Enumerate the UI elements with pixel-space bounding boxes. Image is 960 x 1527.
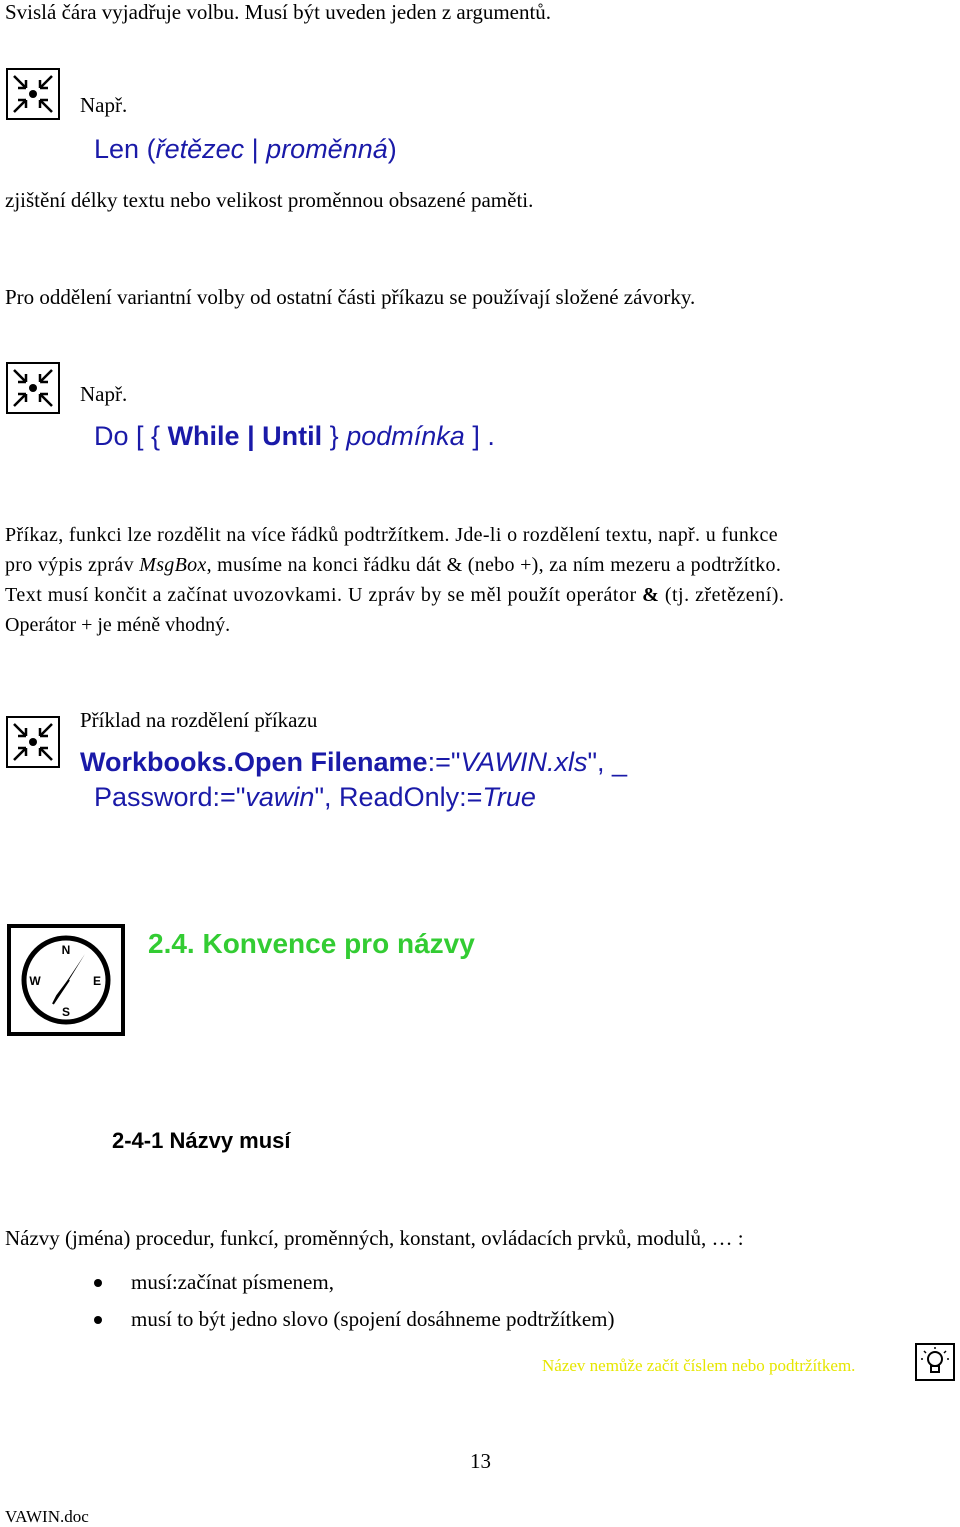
code-workbooks-open: Workbooks.Open Filename:="VAWIN.xls", _ <box>80 747 628 777</box>
bullet-dot <box>94 1316 102 1324</box>
shrink-arrows-icon <box>6 716 60 768</box>
paragraph-line: Operátor + je méně vhodný. <box>5 614 231 636</box>
example-label: Např. <box>80 382 128 406</box>
text-nazvy-intro: Názvy (jména) procedur, funkcí, proměnných, konstant, ovládacích prvků, modulů, … : <box>5 1226 744 1250</box>
code-do-loop: Do [ { While | Until } podmínka ] . <box>94 421 495 451</box>
paragraph-line: Text musí končit a začínat uvozovkami. U zpráv by se měl použít operátor & (tj. zřetězení). <box>5 584 785 606</box>
section-heading: 2.4. Konvence pro názvy <box>148 928 475 959</box>
compass-letter: E <box>92 974 102 988</box>
footer-filename: VAWIN.doc <box>5 1507 89 1526</box>
lightbulb-icon <box>915 1343 955 1381</box>
paragraph-line: Příkaz, funkci lze rozdělit na více řádků podtržítkem. Jde-li o rozdělení textu, např. u funkce <box>5 524 778 546</box>
list-item: musí to být jedno slovo (spojení dosáhneme podtržítkem) <box>131 1307 615 1331</box>
compass-letter: N <box>61 943 71 957</box>
compass-letter: S <box>61 1005 71 1019</box>
subsection-heading: 2-4-1 Názvy musí <box>112 1128 291 1153</box>
text-zavorky: Pro oddělení variantní volby od ostatní části příkazu se používají složené závorky. <box>5 285 696 309</box>
code-len: Len (řetězec | proměnná) <box>94 134 397 164</box>
text-len-desc: zjištění délky textu nebo velikost proměnnou obsazené paměti. <box>5 188 534 212</box>
shrink-arrows-icon <box>6 68 60 120</box>
paragraph-line: pro výpis zpráv MsgBox, musíme na konci řádku dát & (nebo +), za ním mezeru a podtržítko. <box>5 554 782 576</box>
shrink-arrows-icon <box>6 362 60 414</box>
list-item: musí:začínat písmenem, <box>131 1270 334 1294</box>
page-number: 13 <box>470 1449 491 1473</box>
example-label: Např. <box>80 93 128 117</box>
bullet-dot <box>94 1279 102 1287</box>
text-volba: Svislá čára vyjadřuje volbu. Musí být uveden jeden z argumentů. <box>5 0 552 24</box>
note-text: Název nemůže začít číslem nebo podtržítkem. <box>542 1356 856 1375</box>
code-password: Password:="vawin", ReadOnly:=True <box>94 782 536 812</box>
example-label: Příklad na rozdělení příkazu <box>80 708 318 732</box>
compass-icon <box>7 924 125 1036</box>
compass-letter: W <box>29 974 41 988</box>
